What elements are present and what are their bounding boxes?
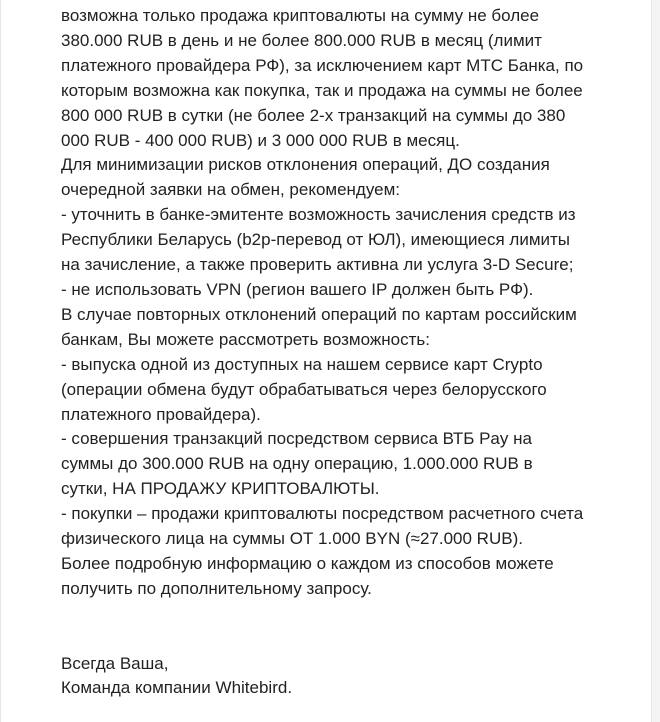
body-line: сутки, НА ПРОДАЖУ КРИПТОВАЛЮТЫ. [61,479,380,499]
body-line: - покупки – продажи криптовалюты посредством расчетного счета [61,504,584,524]
body-line: очередной заявки на обмен, рекомендуем: [61,180,401,200]
body-line: платежного провайдера). [61,404,261,424]
body-line: возможна только продажа криптовалюты на сумму не более [61,6,540,25]
body-line: Для минимизации рисков отклонения операций, ДО создания [61,155,550,175]
body-line: (операции обмена будут обрабатываться через белорусского [61,379,547,399]
signature-team: Команда компании Whitebird. [61,678,293,698]
body-line: Более подробную информацию о каждом из способов можете [61,553,554,573]
body-line: которым возможна как покупка, так и продажа на суммы не более [61,80,583,100]
paragraph-gap [61,602,631,652]
body-line: - совершения транзакций посредством сервиса ВТБ Pay на [61,429,532,449]
body-line: получить по дополнительному запросу. [61,578,372,598]
body-line: - уточнить в банке-эмитенте возможность зачисления средств из [61,205,576,225]
body-line: на зачисление, а также проверить активна ли услуга 3-D Secure; [61,255,574,275]
signature-closing: Всегда Ваша, [61,653,169,673]
body-line: суммы до 300.000 RUB на одну операцию, 1.000.000 RUB в [61,454,533,474]
body-line: 800 000 RUB в сутки (не более 2-х транзакций на суммы до 380 [61,105,566,125]
body-line: банкам, Вы можете рассмотреть возможность: [61,329,430,349]
body-line: платежного провайдера РФ), за исключением карт МТС Банка, по [61,55,584,75]
body-line: В случае повторных отклонений операций по картам российским [61,304,577,324]
email-body [61,4,631,701]
body-line: физического лица на суммы ОТ 1.000 BYN (≈27.000 RUB). [61,529,523,549]
body-line: 380.000 RUB в день и не более 800.000 RUB в месяц (лимит [61,30,542,50]
body-line: Республики Беларусь (b2p-перевод от ЮЛ), имеющиеся лимиты [61,230,571,250]
body-line: - не использовать VPN (регион вашего IP должен быть РФ). [61,279,534,299]
body-line: 000 RUB - 400 000 RUB) и 3 000 000 RUB в месяц. [61,130,460,150]
body-line: - выпуска одной из доступных на нашем сервисе карт Crypto [61,354,543,374]
